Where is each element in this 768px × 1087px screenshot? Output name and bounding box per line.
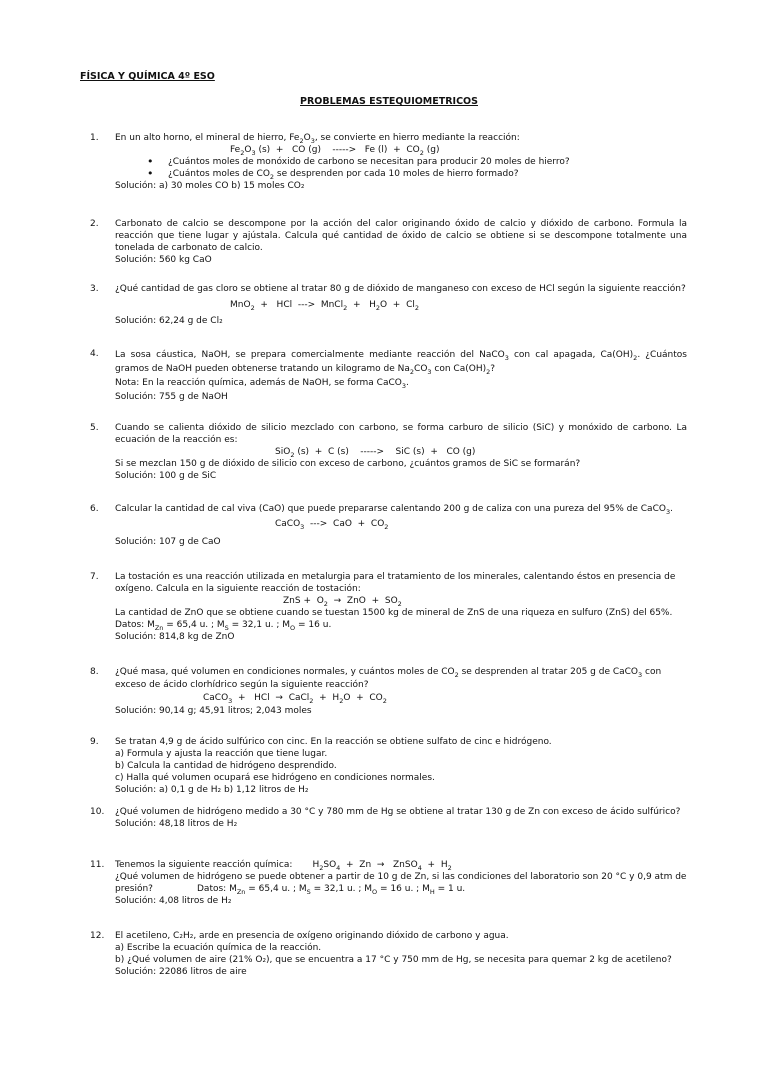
problem-10: [90, 806, 687, 830]
chemical-equation: $Fe_2O_3$ (s) + CO (g) -----> Fe $(l) + CO_2$ (g): [230, 145, 440, 158]
solution: Solución: 4,08 litros de H₂: [115, 896, 232, 907]
problem-text: La sosa cáustica, NaOH, se prepara comercialmente mediante reacción del NaCO$_3$ con cal apagada, $Ca(OH)_2$. ¿Cuántos gramos de NaOH pueden obtenerse tratando un kilogramo de $Na_2CO_3$ con $Ca(OH)_2$?: [115, 350, 687, 376]
question-item: • ¿Cuántos moles de $CO_2$ se desprenden por cada 10 moles de hierro formado?: [115, 168, 687, 180]
problem-text: Tenemos la siguiente reacción química: $H_2SO_4 + Zn$ → ZnSO$_4$ + $H_2$: [115, 860, 452, 872]
solution: Solución: 48,18 litros de H₂: [115, 819, 238, 830]
solution: Solución: 755 g de NaOH: [115, 392, 228, 402]
problem-3: [90, 283, 687, 327]
solution: Solución: a) 0,1 g de H₂ b) 1,12 litros de H₂: [115, 785, 309, 796]
problem-9: [90, 736, 687, 796]
problem-number: 10.: [90, 807, 105, 817]
problem-text: Se tratan 4,9 g de ácido sulfúrico con cinc. En la reacción se obtiene sulfato de cinc e hidrógeno.: [115, 737, 552, 747]
problem-number: 6.: [90, 504, 99, 514]
problem-intro: En un alto horno, el mineral de hierro, $Fe_2O_3$, se convierte en hierro mediante la reacción:: [115, 133, 520, 145]
question-list: [115, 156, 687, 180]
solution: Solución: 814,8 kg de ZnO: [115, 632, 235, 643]
problem-4: [90, 348, 687, 404]
problem-question: La cantidad de ZnO que se obtiene cuando se tuestan 1500 kg de mineral de ZnS de una riqueza en sulfuro (ZnS) del 65%.: [115, 608, 673, 619]
problem-11: [90, 859, 687, 907]
problem-8: [90, 666, 687, 718]
problem-note: Nota: En la reacción química, además de NaOH, se forma CaCO$_3$.: [115, 378, 409, 390]
question-item: • ¿Cuántos moles de monóxido de carbono se necesitan para producir 20 moles de hierro?: [115, 156, 687, 168]
problem-data: Datos: $M_{Zn} = 65,4$ u. ; $M_S = 32,1$ u. ; $M_O = 16$ u. ; $M_H = 1$ u.: [197, 884, 466, 897]
problem-data: Datos: $M_{Zn} = 65,4$ u. ; $M_S = 32,1$ u. ; $M_O = 16$ u.: [115, 620, 332, 633]
problem-12: [90, 930, 687, 978]
chemical-equation: MnO$_2$ + HCl ---> MnCl$_2$ + $H_2O + Cl_2$: [230, 300, 419, 313]
chemical-equation: CaCO$_3$ ---> CaO + $CO_2$: [275, 519, 389, 532]
problem-2: [90, 218, 687, 266]
solution: Solución: 107 g de CaO: [115, 537, 221, 548]
problem-number: 4.: [90, 349, 99, 359]
page-title: PROBLEMAS ESTEQUIOMETRICOS: [300, 96, 478, 107]
solution: Solución: 90,14 g; 45,91 litros; 2,043 moles: [115, 706, 312, 716]
problem-number: 1.: [90, 133, 99, 143]
sub-question: a) Escribe la ecuación química de la reacción.: [115, 943, 322, 954]
problem-number: 9.: [90, 737, 99, 747]
course-header: FÍSICA Y QUÍMICA 4º ESO: [80, 71, 215, 82]
solution: Solución: a) 30 moles CO b) 15 moles CO₂: [115, 181, 305, 192]
sub-question: c) Halla qué volumen ocupará ese hidrógeno en condiciones normales.: [115, 773, 435, 784]
chemical-equation: SiO$_2$ (s) + C (s) -----> SiC (s) + CO (g): [275, 447, 476, 460]
problem-number: 7.: [90, 572, 99, 582]
solution: Solución: 560 kg CaO: [115, 255, 212, 266]
problem-number: 11.: [90, 860, 105, 870]
problem-number: 2.: [90, 219, 99, 229]
problem-question: ¿Qué volumen de hidrógeno se puede obtener a partir de 10 g de Zn, si las condiciones del laboratorio son 20 °C y 0,9 atm de presión?: [115, 872, 687, 895]
problem-5: [90, 422, 687, 482]
problem-text: ¿Qué volumen de hidrógeno medido a 30 °C y 780 mm de Hg se obtiene al tratar 130 g de Zn con exceso de ácido sulfúrico?: [115, 807, 681, 817]
problem-number: 3.: [90, 284, 99, 294]
sub-question: b) Calcula la cantidad de hidrógeno desprendido.: [115, 761, 337, 772]
problem-text: Carbonato de calcio se descompone por la acción del calor originando óxido de calcio y dióxido de carbono. Formula la reacción que tiene lugar y ajústala. Calcula qué cantidad de óxido de calcio se obtiene si se descompone totalmente una tonelada de carbonato de calcio.: [115, 219, 687, 254]
solution: Solución: 62,24 g de Cl₂: [115, 316, 223, 327]
solution: Solución: 100 g de SiC: [115, 471, 217, 482]
problem-text: Calcular la cantidad de cal viva (CaO) que puede prepararse calentando 200 g de caliza con una pureza del 95% de CaCO$_3$.: [115, 504, 673, 516]
problem-6: [90, 503, 687, 548]
problem-text: ¿Qué masa, qué volumen en condiciones normales, y cuántos moles de $CO_2$ se desprenden al tratar 205 g de CaCO$_3$ con exceso de ácido clorhídrico según la siguiente reacción?: [115, 667, 662, 690]
problem-text: La tostación es una reacción utilizada en metalurgia para el tratamiento de los minerales, calentando éstos en presencia de oxígeno. Calcula en la siguiente reacción de tostación:: [115, 572, 676, 595]
problem-question: Si se mezclan 150 g de dióxido de silicio con exceso de carbono, ¿cuántos gramos de SiC se formarán?: [115, 459, 581, 470]
problem-text: Cuando se calienta dióxido de silicio mezclado con carbono, se forma carburo de silicio (SiC) y monóxido de carbono. La ecuación de la reacción es:: [115, 423, 687, 446]
problem-number: 8.: [90, 667, 99, 677]
problem-1: [90, 132, 687, 192]
chemical-equation: CaCO$_3$ + HCl → CaCl$_2$ + $H_2O + CO_2$: [203, 693, 387, 705]
sub-question: a) Formula y ajusta la reacción que tiene lugar.: [115, 749, 328, 760]
sub-question: b) ¿Qué volumen de aire (21% O₂), que se encuentra a 17 °C y 750 mm de Hg, se necesita para quemar 2 kg de acetileno?: [115, 955, 672, 966]
problem-text: ¿Qué cantidad de gas cloro se obtiene al tratar 80 g de dióxido de manganeso con exceso de HCl según la siguiente reacción?: [115, 284, 686, 294]
problem-number: 12.: [90, 931, 105, 941]
problem-text: El acetileno, C₂H₂, arde en presencia de oxígeno originando dióxido de carbono y agua.: [115, 931, 509, 941]
chemical-equation: ZnS + $O_2$ → ZnO + $SO_2$: [283, 596, 402, 609]
problem-7: [90, 571, 687, 644]
solution: Solución: 22086 litros de aire: [115, 967, 247, 978]
problem-number: 5.: [90, 423, 99, 433]
